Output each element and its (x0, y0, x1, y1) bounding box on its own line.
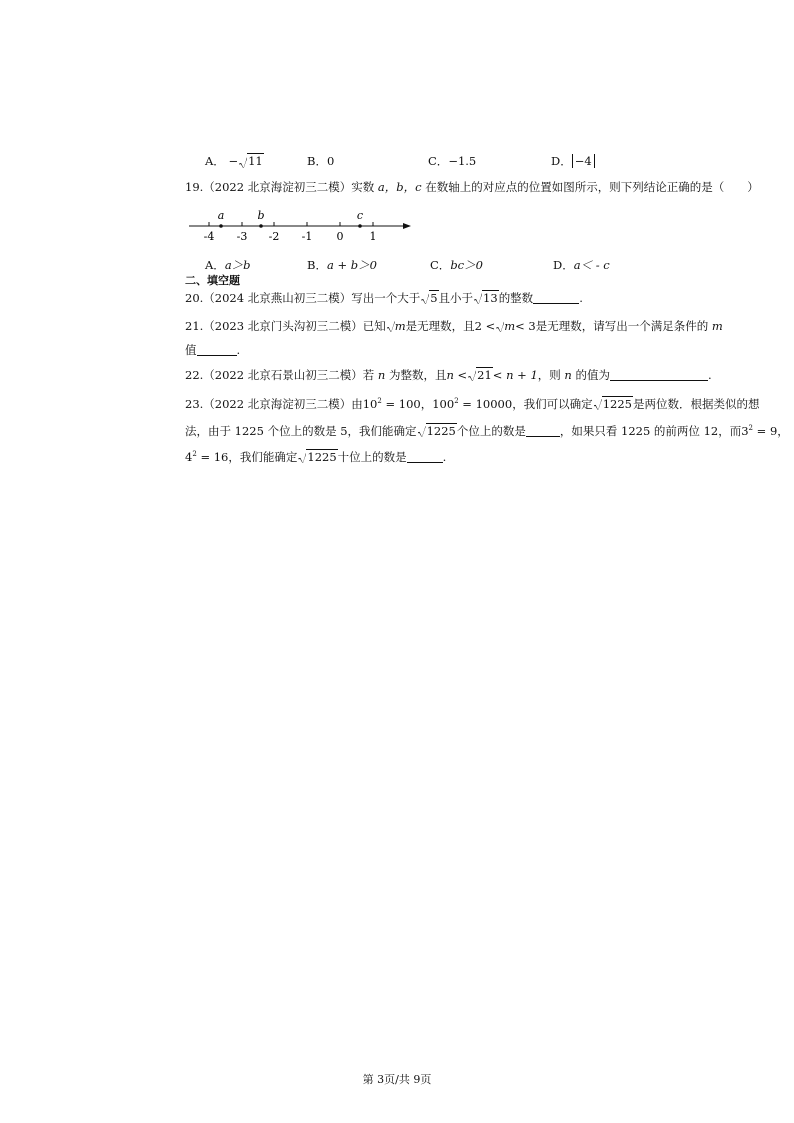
option-label: D． (553, 258, 574, 272)
question-text: 的值为 (575, 368, 610, 382)
equation: 100 (432, 396, 455, 411)
sqrt-expression (418, 423, 457, 439)
radicand: m (504, 319, 516, 333)
question-23-line3 (185, 446, 446, 465)
axis-tick-label: -3 (236, 230, 248, 243)
answer-blank[interactable] (407, 450, 443, 463)
sqrt-expression (468, 367, 493, 383)
option-value: a + b＞0 (326, 258, 377, 272)
option-value: bc＞0 (450, 258, 483, 272)
option-value: 0 (326, 154, 335, 168)
period: . (708, 368, 712, 382)
radicand: 5 (430, 291, 438, 305)
axis-ticks (209, 222, 373, 226)
q18-option-d (551, 153, 595, 169)
q18-option-c (428, 153, 476, 169)
question-text: 是无理数，且 (405, 319, 475, 333)
radicand: 1225 (307, 449, 337, 464)
point-a (219, 224, 223, 228)
radicand: 1225 (426, 423, 456, 438)
question-text: 为整数，且 (388, 368, 447, 382)
question-text: ，则 (537, 368, 561, 382)
option-label: A． (205, 258, 225, 272)
variable: n (564, 368, 572, 382)
question-23 (185, 393, 759, 412)
point-b (259, 224, 263, 228)
exponent: 2 (454, 397, 459, 405)
axis-points (218, 209, 363, 228)
question-text: 法，由于 1225 个位上的数是 5，我们能确定 (185, 423, 417, 438)
question-text: ，我们能确定 (228, 449, 298, 464)
point-label-a: a (217, 209, 225, 222)
axis-tick-label: -4 (203, 230, 215, 243)
equation: 10 (362, 396, 378, 411)
axis-tick-labels (204, 230, 377, 243)
point-c (358, 224, 362, 228)
inequality: < n + 1 (492, 368, 538, 382)
exponent: 2 (377, 397, 382, 405)
option-value: a＜ - c (573, 258, 610, 272)
option-label: C． (430, 258, 451, 272)
period: . (579, 291, 583, 305)
option-label: B． (307, 258, 327, 272)
question-text: 十位上的数是 (337, 449, 407, 464)
equation: = 9 (753, 423, 778, 438)
equation: = 100 (381, 396, 421, 411)
radicand: 1225 (602, 396, 632, 411)
section-title: 二、填空题 (185, 274, 240, 287)
axis-tick-label: 1 (369, 230, 377, 243)
point-label-c: c (356, 209, 364, 222)
question-20 (185, 290, 583, 306)
question-text: 且小于 (438, 291, 474, 305)
inequality: n < (446, 368, 468, 382)
question-23-line2 (185, 420, 789, 439)
question-text: 23.（2022 北京海淀初三二模）由 (185, 396, 363, 411)
sqrt-expression (239, 154, 264, 168)
radicand: 13 (483, 291, 498, 305)
period: . (236, 343, 241, 357)
variable: n (377, 368, 386, 382)
q19-option-c (430, 257, 483, 273)
answer-blank[interactable] (610, 368, 708, 381)
inequality: < 3 (515, 319, 536, 333)
question-text: 是两位数．根据类似的想 (632, 396, 760, 411)
variables: a，b，c (377, 180, 422, 194)
answer-blank[interactable] (533, 291, 579, 304)
option-label: B． (307, 154, 327, 168)
sqrt-expression (387, 318, 406, 334)
question-text: 在数轴上的对应点的位置如图所示，则下列结论正确的是（ ） (425, 180, 759, 194)
question-text: 21.（2023 北京门头沟初三二模）已知 (185, 319, 386, 333)
arrow-head-icon (403, 223, 411, 229)
separator: ， (777, 423, 789, 438)
exponent: 2 (748, 424, 754, 432)
question-text: ，我们可以确定 (512, 396, 593, 411)
answer-blank[interactable] (526, 424, 560, 437)
option-label: C． (428, 154, 449, 168)
question-text: 22.（2022 北京石景山初三二模）若 (185, 368, 375, 382)
sqrt-expression (474, 290, 499, 306)
minus-sign: − (228, 154, 239, 168)
question-text: 个位上的数是 (456, 423, 526, 438)
equation: = 10000 (458, 396, 513, 411)
radicand: 21 (477, 368, 492, 382)
option-value: −1.5 (448, 154, 477, 168)
radicand: m (394, 319, 406, 333)
option-label: A． (205, 154, 225, 168)
period: . (442, 449, 447, 464)
equation: 3 (741, 423, 749, 438)
q19-option-a (205, 257, 251, 273)
axis-tick-label: -2 (268, 230, 280, 243)
absolute-value: −4 (572, 154, 595, 168)
q19-option-d (553, 257, 610, 273)
variable: m (711, 319, 723, 333)
equation: = 16 (196, 449, 229, 464)
separator: ， (420, 396, 433, 411)
radicand: 11 (248, 154, 263, 168)
sqrt-expression (298, 449, 337, 465)
page-footer: 第 3页/共 9页 (362, 1073, 432, 1086)
q18-option-a (205, 153, 264, 169)
point-label-b: b (257, 209, 265, 222)
question-text: 是无理数，请写出一个满足条件的 (535, 319, 709, 333)
question-21-line2 (185, 342, 240, 358)
question-21 (185, 318, 723, 334)
question-19 (185, 179, 759, 195)
sqrt-expression (421, 290, 438, 306)
question-text: 20.（2024 北京燕山初三二模）写出一个大于 (185, 291, 421, 305)
sqrt-expression (594, 396, 633, 412)
option-value: a＞b (224, 258, 251, 272)
sqrt-expression (496, 318, 515, 334)
question-text: 19.（2022 北京海淀初三二模）实数 (185, 180, 375, 194)
axis-tick-label: 0 (336, 230, 344, 243)
inequality: 2 < (474, 319, 496, 333)
answer-blank[interactable] (197, 343, 237, 356)
q18-option-b (307, 153, 334, 169)
question-22 (185, 367, 712, 383)
number-line-figure (185, 205, 415, 245)
question-text: 值 (185, 343, 197, 357)
option-label: D． (551, 154, 572, 168)
question-text: 的整数 (498, 291, 534, 305)
question-text: ，如果只看 1225 的前两位 12，而 (559, 423, 742, 438)
q19-option-b (307, 257, 377, 273)
axis-tick-label: -1 (301, 230, 313, 243)
equation: 4 (185, 449, 193, 464)
exponent: 2 (192, 450, 197, 458)
